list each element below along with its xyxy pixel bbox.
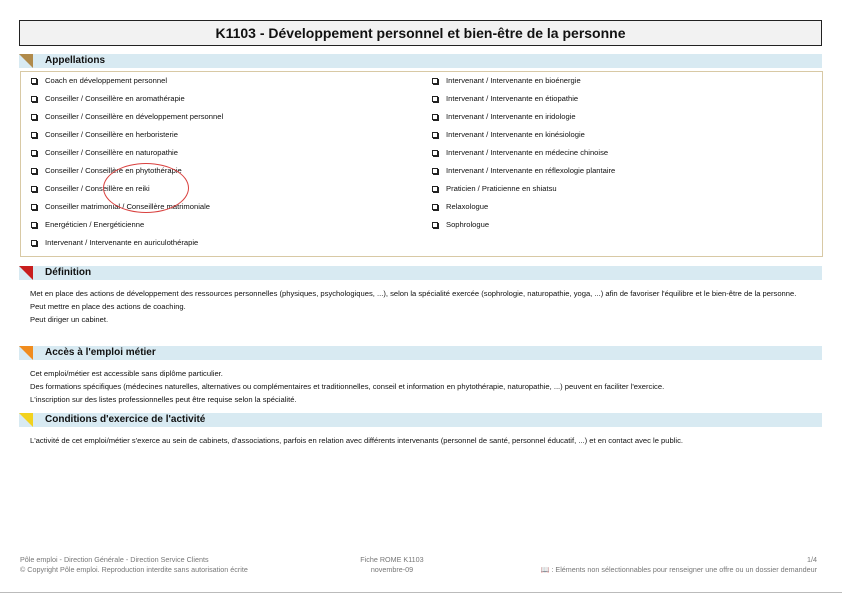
footer-date: novembre-09 [370, 565, 414, 574]
appellation-item [29, 148, 223, 166]
page-title: K1103 - Développement personnel et bien-être de la personne [19, 20, 822, 46]
appellation-label: Conseiller / Conseillère en naturopathie [45, 148, 178, 157]
checkbox-icon [432, 96, 438, 102]
appellation-label: Praticien / Praticienne en shiatsu [446, 184, 557, 193]
footer-right [540, 555, 817, 575]
acces-line: L'inscription sur des listes professionnelles peut être requise selon la spécialité. [30, 395, 297, 404]
appellation-label: Relaxologue [446, 202, 489, 211]
footer-note: 📖 : Eléments non sélectionnables pour renseigner une offre ou un dossier demandeur [540, 565, 817, 574]
checkbox-icon [432, 222, 438, 228]
checkbox-icon [31, 240, 37, 246]
page-number: 1/4 [807, 555, 817, 564]
definition-line: Peut mettre en place des actions de coaching. [30, 302, 186, 311]
checkbox-icon [31, 150, 37, 156]
definition-line: Met en place des actions de développement des ressources personnelles (physiques, psychologiques, ...), selon la spécialité exercée (sophrologie, naturopathie, yoga, ...) afin de favoriser l'équilibre et le bien-être de la personne. [30, 289, 797, 298]
section-header-acces [19, 346, 822, 360]
appellations-right-column [430, 76, 615, 238]
appellation-label: Conseiller / Conseillère en aromathérapie [45, 94, 185, 103]
checkbox-icon [31, 114, 37, 120]
appellation-item [29, 112, 223, 130]
section-title: Conditions d'exercice de l'activité [45, 414, 206, 425]
acces-line: Cet emploi/métier est accessible sans diplôme particulier. [30, 369, 223, 378]
checkbox-icon [31, 132, 37, 138]
appellation-item [430, 202, 615, 220]
definition-line: Peut diriger un cabinet. [30, 315, 109, 324]
conditions-line: L'activité de cet emploi/métier s'exerce au sein de cabinets, d'associations, parfois en relation avec différents intervenants (personnel de santé, personnel éducatif, ...) et en contact avec le public. [30, 436, 683, 445]
section-marker-icon [19, 413, 33, 427]
footer-fiche: Fiche ROME K1103 [360, 555, 424, 564]
appellation-item [29, 94, 223, 112]
checkbox-icon [31, 78, 37, 84]
appellation-item [430, 184, 615, 202]
appellation-label: Intervenant / Intervenante en étiopathie [446, 94, 579, 103]
appellation-label: Intervenant / Intervenante en bioénergie [446, 76, 581, 85]
appellation-item [430, 220, 615, 238]
checkbox-icon [432, 204, 438, 210]
appellation-label: Intervenant / Intervenante en auriculothérapie [45, 238, 199, 247]
page-bottom-divider [0, 592, 842, 593]
footer-left [20, 555, 248, 575]
section-header-definition [19, 266, 822, 280]
section-title: Accès à l'emploi métier [45, 347, 156, 358]
appellation-item [430, 166, 615, 184]
section-marker-icon [19, 54, 33, 68]
section-marker-icon [19, 266, 33, 280]
definition-text [30, 287, 806, 326]
appellation-label: Conseiller / Conseillère en herboristerie [45, 130, 178, 139]
appellation-label: Intervenant / Intervenante en iridologie [446, 112, 576, 121]
appellation-item [29, 130, 223, 148]
footer-org: Pôle emploi - Direction Générale - Direction Service Clients [20, 555, 209, 564]
checkbox-icon [432, 132, 438, 138]
checkbox-icon [432, 150, 438, 156]
acces-text [30, 367, 806, 406]
checkbox-icon [31, 168, 37, 174]
section-marker-icon [19, 346, 33, 360]
section-title: Définition [45, 267, 92, 278]
appellation-item [29, 76, 223, 94]
appellation-label: Conseiller matrimonial / Conseillère matrimoniale [45, 202, 211, 211]
footer-center [340, 555, 444, 575]
conditions-text [30, 434, 806, 447]
appellation-item [430, 148, 615, 166]
appellation-item [29, 238, 223, 256]
red-circle-annotation [103, 163, 189, 213]
checkbox-icon [31, 222, 37, 228]
checkbox-icon [432, 78, 438, 84]
checkbox-icon [31, 96, 37, 102]
appellation-label: Energéticien / Energéticienne [45, 220, 145, 229]
checkbox-icon [31, 186, 37, 192]
appellation-label: Conseiller / Conseillère en développement personnel [45, 112, 224, 121]
checkbox-icon [432, 114, 438, 120]
appellation-label: Intervenant / Intervenante en médecine chinoise [446, 148, 609, 157]
section-header-appellations [19, 54, 822, 68]
appellation-label: Sophrologue [446, 220, 490, 229]
acces-line: Des formations spécifiques (médecines naturelles, alternatives ou complémentaires et traditionnelles, conseil et information en phytothérapie, naturopathie, ...) peuvent en faciliter l'exercice. [30, 382, 665, 391]
appellation-label: Intervenant / Intervenante en réflexologie plantaire [446, 166, 616, 175]
appellation-label: Conseiller / Conseillère en reiki [45, 184, 150, 193]
appellation-label: Conseiller / Conseillère en phytothérapie [45, 166, 182, 175]
checkbox-icon [432, 168, 438, 174]
section-title: Appellations [45, 55, 106, 66]
appellation-item [430, 112, 615, 130]
appellation-label: Intervenant / Intervenante en kinésiologie [446, 130, 585, 139]
section-header-conditions [19, 413, 822, 427]
appellation-item [430, 76, 615, 94]
checkbox-icon [432, 186, 438, 192]
appellation-item [29, 220, 223, 238]
checkbox-icon [31, 204, 37, 210]
appellation-item [430, 94, 615, 112]
appellation-item [430, 130, 615, 148]
appellation-label: Coach en développement personnel [45, 76, 168, 85]
footer-copyright: © Copyright Pôle emploi. Reproduction interdite sans autorisation écrite [20, 565, 248, 574]
